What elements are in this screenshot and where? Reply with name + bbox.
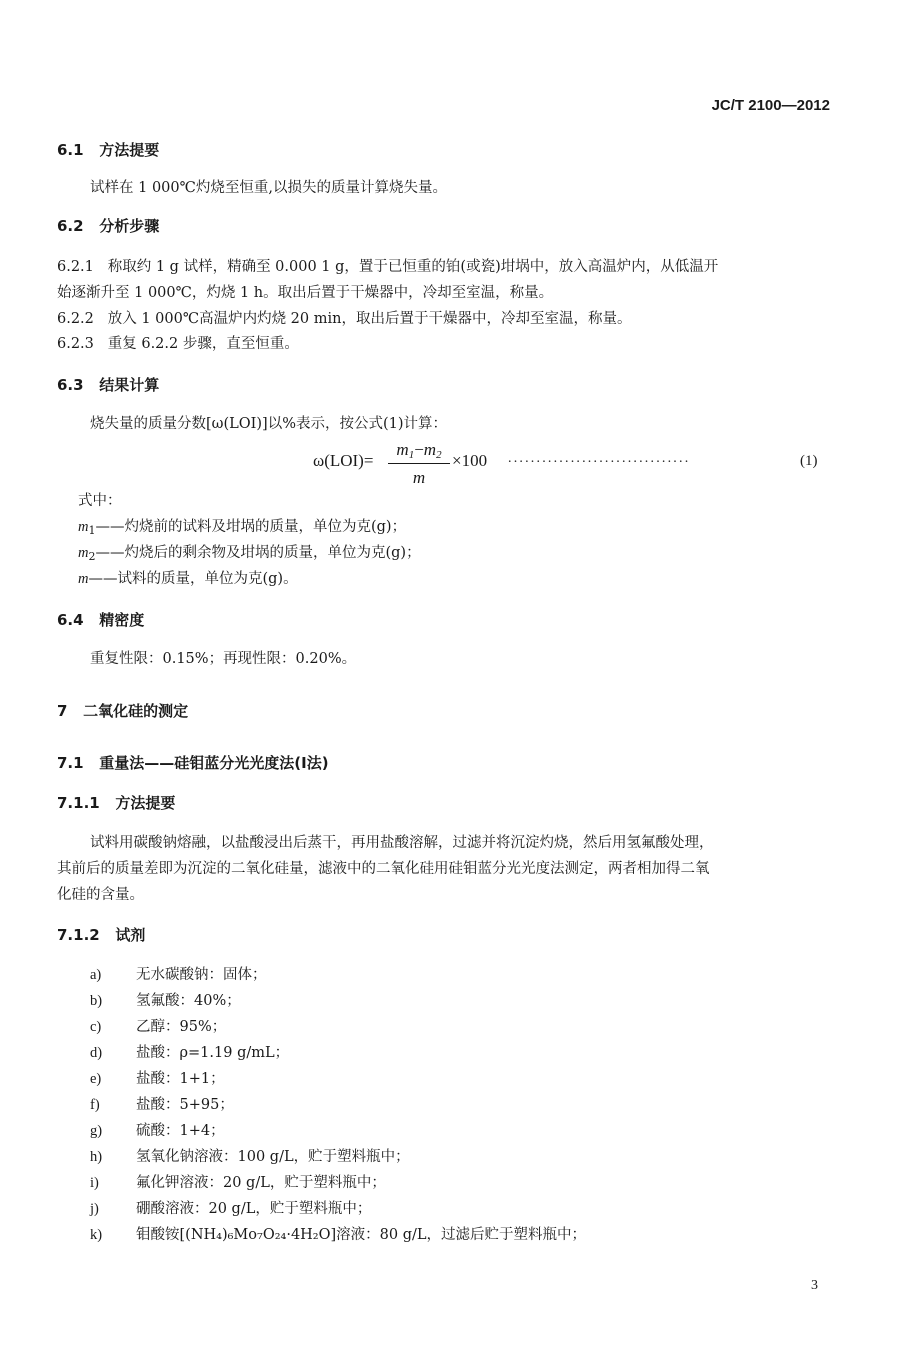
heading-7-1 [57, 752, 329, 773]
heading-6-3 [57, 374, 159, 395]
clause-6-2-1-number: 6.2.1 [57, 259, 94, 275]
variable-m2-symbol: m [78, 545, 89, 561]
reagent-item: i) 氟化钾溶液：20 g/L，贮于塑料瓶中； [90, 1175, 386, 1191]
formula-fraction [388, 440, 450, 488]
para-6-2-2 [57, 308, 631, 330]
heading-7-1-1-number: 7.1.1 [57, 794, 100, 812]
heading-6-1-title: 方法提要 [99, 141, 160, 159]
clause-6-2-2-number: 6.2.2 [57, 311, 94, 327]
heading-7-1-2-number: 7.1.2 [57, 926, 100, 944]
where-label: 式中： [78, 493, 122, 509]
clause-6-2-2-text: 放入 1 000℃高温炉内灼烧 20 min，取出后置于干燥器中，冷却至室温，称量。 [107, 311, 632, 327]
variable-m1-symbol: m [78, 519, 89, 535]
para-6-1: 试样在 1 000℃灼烧至恒重,以损失的质量计算烧失量。 [90, 180, 447, 196]
variable-m-symbol: m [78, 571, 89, 587]
heading-7-number: 7 [57, 702, 68, 720]
page-number: 3 [811, 1278, 818, 1293]
reagent-item: k) 钼酸铵[(NH₄)₆Mo₇O₂₄·4H₂O]溶液：80 g/L，过滤后贮于塑料瓶中； [90, 1227, 587, 1243]
reagent-item: b) 氢氟酸：40%； [90, 993, 241, 1009]
reagent-item: a) 无水碳酸钠：固体； [90, 967, 267, 983]
para-6-2-1-line2: 始逐渐升至 1 000℃，灼烧 1 h。取出后置于干燥器中，冷却至室温，称量。 [57, 285, 554, 301]
variable-m2-desc: ——灼烧后的剩余物及坩埚的质量，单位为克(g)； [95, 545, 421, 561]
para-6-2-3 [57, 333, 299, 355]
para-6-4: 重复性限：0.15%；再现性限：0.20%。 [90, 651, 357, 667]
clause-6-2-3-text: 重复 6.2.2 步骤，直至恒重。 [107, 336, 299, 352]
clause-6-2-1-text: 称取约 1 g 试样，精确至 0.000 1 g，置于已恒重的铂(或瓷)坩埚中，放入高温炉内，从低温开 [107, 259, 719, 275]
heading-6-4 [57, 609, 144, 630]
reagent-item: j) 硼酸溶液：20 g/L，贮于塑料瓶中； [90, 1201, 372, 1217]
heading-6-2-number: 6.2 [57, 217, 84, 235]
variable-m2: $m_2——$灼烧后的剩余物及坩埚的质量，单位为克(g)； [78, 545, 421, 563]
reagent-item: d) 盐酸：ρ=1.19 g/mL； [90, 1045, 290, 1061]
heading-6-2-title: 分析步骤 [99, 217, 160, 235]
heading-6-2 [57, 215, 159, 236]
reagent-item: h) 氢氧化钠溶液：100 g/L，贮于塑料瓶中； [90, 1149, 410, 1165]
para-6-3-intro: 烧失量的质量分数[ω(LOI)]以%表示，按公式(1)计算： [90, 416, 448, 432]
heading-6-4-title: 精密度 [99, 611, 145, 629]
heading-6-3-title: 结果计算 [99, 376, 160, 394]
formula-rhs: ×100 [452, 451, 488, 470]
heading-6-1-number: 6.1 [57, 141, 84, 159]
heading-7-1-1 [57, 792, 175, 813]
formula-leader-dots: ................................ [508, 451, 691, 466]
heading-7 [57, 700, 188, 721]
variable-m1: $m_1——$灼烧前的试料及坩埚的质量，单位为克(g)； [78, 519, 407, 537]
para-7-1-1-line3: 化硅的含量。 [57, 887, 144, 903]
variable-m [78, 568, 298, 590]
heading-7-1-title: 重量法——硅钼蓝分光光度法(Ⅰ法) [99, 754, 329, 772]
standard-code: JC/T 2100—2012 [711, 97, 830, 114]
clause-6-2-3-number: 6.2.3 [57, 336, 94, 352]
formula-numerator: $m_1-m_2$ [388, 440, 450, 464]
heading-6-4-number: 6.4 [57, 611, 84, 629]
reagent-item: e) 盐酸：1+1； [90, 1071, 225, 1087]
para-6-2-1-line1 [57, 256, 718, 278]
heading-7-1-2 [57, 924, 145, 945]
heading-7-title: 二氧化硅的测定 [83, 702, 189, 720]
para-7-1-1-line1: 试料用碳酸钠熔融，以盐酸浸出后蒸干，再用盐酸溶解，过滤并将沉淀灼烧，然后用氢氟酸处理， [90, 835, 714, 851]
formula-label: (1) [800, 453, 818, 469]
para-7-1-1-line2: 其前后的质量差即为沉淀的二氧化硅量，滤液中的二氧化硅用硅钼蓝分光光度法测定，两者相加得二氧 [57, 861, 710, 877]
heading-7-1-number: 7.1 [57, 754, 84, 772]
formula-denominator: m [412, 468, 426, 487]
formula-lhs: ω(LOI)= [313, 451, 374, 470]
heading-7-1-1-title: 方法提要 [115, 794, 176, 812]
reagent-item: f) 盐酸：5+95； [90, 1097, 234, 1113]
heading-7-1-2-title: 试剂 [115, 926, 146, 944]
heading-6-3-number: 6.3 [57, 376, 84, 394]
reagent-item: g) 硫酸：1+4； [90, 1123, 225, 1139]
heading-6-1 [57, 139, 159, 160]
variable-m1-desc: ——灼烧前的试料及坩埚的质量，单位为克(g)； [95, 519, 407, 535]
reagent-item: c) 乙醇：95%； [90, 1019, 227, 1035]
variable-m-desc: ——试料的质量，单位为克(g)。 [88, 571, 298, 587]
